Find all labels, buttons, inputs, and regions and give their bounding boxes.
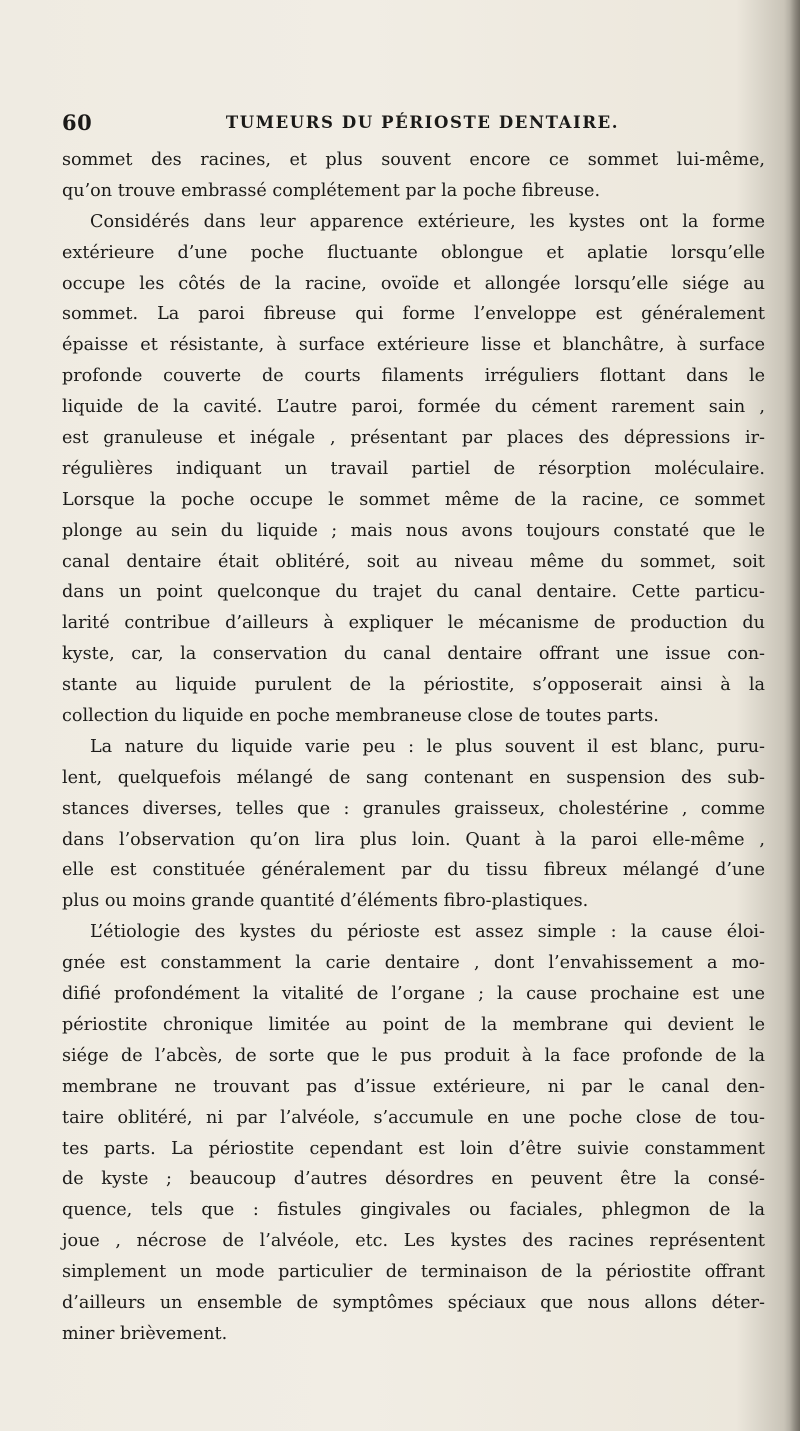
- page-header: [62, 110, 777, 140]
- text-line: plonge au sein du liquide ; mais nous avons toujours constaté que le: [62, 520, 765, 541]
- text-line: stances diverses, telles que : granules graisseux, cholestérine , comme: [62, 798, 765, 819]
- text-line: profonde couverte de courts filaments irréguliers flottant dans le: [62, 366, 765, 387]
- text-line: de kyste ; beaucoup d’autres désordres en peuvent être la consé-: [62, 1169, 765, 1190]
- paragraph-start-line: Considérés dans leur apparence extérieure, les kystes ont la forme: [90, 211, 765, 232]
- text-line: dans l’observation qu’on lira plus loin. Quant à la paroi elle-même ,: [62, 829, 765, 850]
- text-line: occupe les côtés de la racine, ovoïde et allongée lorsqu’elle siége au: [62, 273, 765, 294]
- text-line: collection du liquide en poche membraneuse close de toutes parts.: [62, 706, 659, 727]
- text-line: membrane ne trouvant pas d’issue extérieure, ni par le canal den-: [62, 1076, 765, 1097]
- text-line: périostite chronique limitée au point de la membrane qui devient le: [62, 1014, 765, 1035]
- text-line: liquide de la cavité. L’autre paroi, formée du cément rarement sain ,: [62, 397, 765, 418]
- text-line: gnée est constamment la carie dentaire , dont l’envahissement a mo-: [62, 953, 765, 974]
- text-line: taire oblitéré, ni par l’alvéole, s’accumule en une poche close de tou-: [62, 1107, 765, 1128]
- running-head: TUMEURS DU PÉRIOSTE DENTAIRE.: [225, 113, 620, 132]
- text-line: extérieure d’une poche fluctuante oblongue et aplatie lorsqu’elle: [62, 242, 765, 263]
- text-line: sommet des racines, et plus souvent encore ce sommet lui-même,: [62, 150, 765, 170]
- text-line: simplement un mode particulier de terminaison de la périostite offrant: [62, 1262, 765, 1283]
- page-edge-shadow: [790, 0, 800, 1431]
- text-line: Lorsque la poche occupe le sommet même de la racine, ce sommet: [62, 489, 765, 510]
- text-line: plus ou moins grande quantité d’éléments fibro-plastiques.: [62, 891, 589, 912]
- paragraph-start-line: L’étiologie des kystes du périoste est assez simple : la cause éloi-: [90, 922, 765, 943]
- text-line: canal dentaire était oblitéré, soit au niveau même du sommet, soit: [62, 551, 765, 572]
- text-line: elle est constituée généralement par du tissu fibreux mélangé d’une: [62, 860, 765, 881]
- text-line: miner brièvement.: [62, 1323, 228, 1344]
- body-text: [62, 145, 765, 1350]
- text-line: lent, quelquefois mélangé de sang contenant en suspension des sub-: [62, 767, 765, 788]
- text-line: d’ailleurs un ensemble de symptômes spéciaux que nous allons déter-: [62, 1292, 765, 1313]
- page-number: 60: [62, 110, 93, 135]
- text-line: est granuleuse et inégale , présentant par places des dépressions ir-: [62, 428, 765, 449]
- text-line: siége de l’abcès, de sorte que le pus produit à la face profonde de la: [62, 1045, 765, 1066]
- text-line: sommet. La paroi fibreuse qui forme l’enveloppe est généralement: [62, 304, 765, 325]
- text-line: quence, tels que : fistules gingivales ou faciales, phlegmon de la: [62, 1200, 765, 1221]
- text-line: dans un point quelconque du trajet du canal dentaire. Cette particu-: [62, 582, 765, 603]
- text-line: kyste, car, la conservation du canal dentaire offrant une issue con-: [62, 644, 765, 665]
- text-line: tes parts. La périostite cependant est loin d’être suivie constamment: [62, 1138, 765, 1159]
- paragraph-start-line: La nature du liquide varie peu : le plus souvent il est blanc, puru-: [90, 736, 765, 757]
- text-line: difié profondément la vitalité de l’organe ; la cause prochaine est une: [62, 984, 765, 1005]
- text-line: épaisse et résistante, à surface extérieure lisse et blanchâtre, à surface: [62, 335, 765, 356]
- text-line: joue , nécrose de l’alvéole, etc. Les kystes des racines représentent: [62, 1231, 765, 1252]
- text-line: qu’on trouve embrassé complétement par la poche fibreuse.: [62, 180, 601, 201]
- text-line: stante au liquide purulent de la périostite, s’opposerait ainsi à la: [62, 675, 765, 696]
- text-line: larité contribue d’ailleurs à expliquer le mécanisme de production du: [62, 613, 765, 634]
- text-line: régulières indiquant un travail partiel de résorption moléculaire.: [62, 458, 765, 479]
